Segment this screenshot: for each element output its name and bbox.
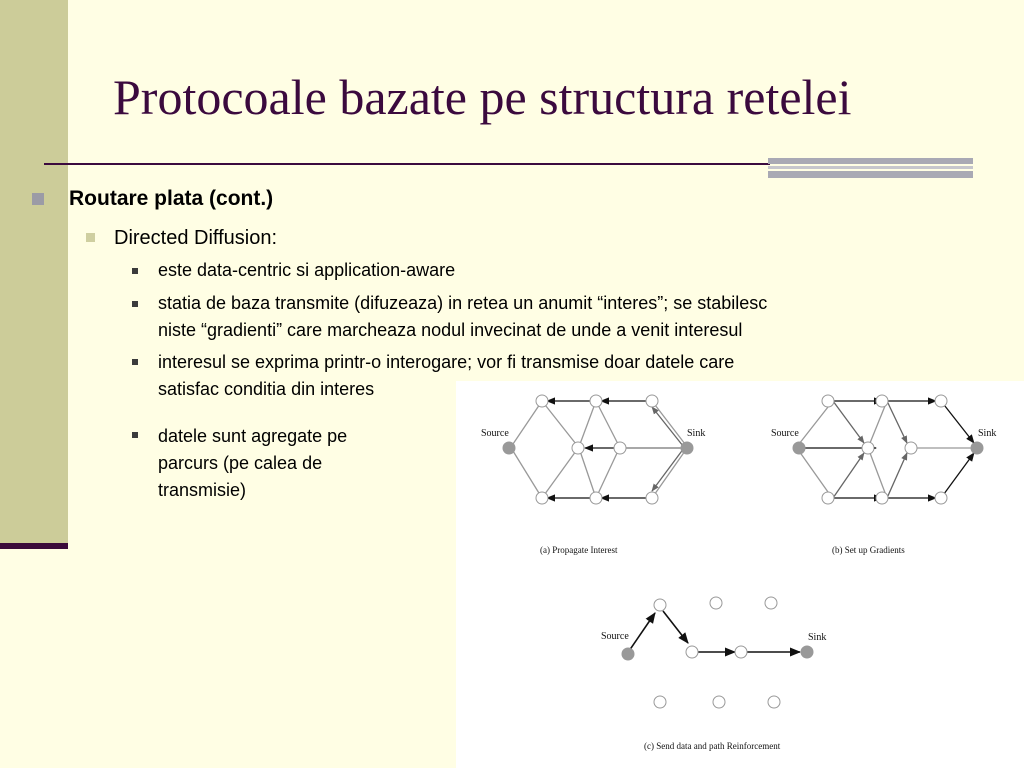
bullet-level3-item3-line2: satisfac conditia din interes <box>158 379 375 399</box>
panel-b-edges <box>799 401 974 498</box>
panel-c-sink-label: Sink <box>808 632 827 643</box>
bullet-square-icon <box>132 359 138 365</box>
decor-bar <box>768 158 973 164</box>
title-rule <box>44 163 770 165</box>
bullet-square-icon <box>32 193 44 205</box>
bullet-square-icon <box>132 432 138 438</box>
decor-bar <box>768 166 973 169</box>
bullet-square-icon <box>86 233 95 242</box>
panel-a-sink-label: Sink <box>687 428 706 439</box>
bullet-square-icon <box>132 301 138 307</box>
bullet-level3-item1: este data-centric si application-aware <box>158 260 456 280</box>
diagram-svg <box>456 381 1024 768</box>
bullet-square-icon <box>132 268 138 274</box>
panel-b-caption: (b) Set up Gradients <box>832 545 905 555</box>
bullet-level3-item3-line1: interesul se exprima printr-o interogare; vor fi transmise doar datele care <box>158 352 735 372</box>
side-bar <box>0 0 68 545</box>
bullet-level2: Directed Diffusion: <box>114 227 278 249</box>
bullet-level3-item2-line2: niste “gradienti” care marcheaza nodul invecinat de unde a venit interesul <box>158 320 743 340</box>
panel-a-source-label: Source <box>481 428 509 439</box>
bullet-level1: Routare plata (cont.) <box>69 187 274 210</box>
panel-b-source-label: Source <box>771 428 799 439</box>
decor-bar <box>768 171 973 178</box>
bullet-level3-item2-line1: statia de baza transmite (difuzeaza) in retea un anumit “interes”; se stabilesc <box>158 293 768 313</box>
directed-diffusion-figure <box>456 381 1024 768</box>
panel-a-edges <box>513 401 687 498</box>
panel-a-nodes <box>503 395 693 504</box>
panel-a-caption: (a) Propagate Interest <box>540 545 618 555</box>
slide-title: Protocoale bazate pe structura retelei <box>113 69 852 125</box>
panel-b-nodes <box>793 395 983 504</box>
bullet-level3-item4-line1: datele sunt agregate pe <box>158 426 348 446</box>
panel-c-edges <box>629 611 800 652</box>
bullet-level3-item4-line3: transmisie) <box>158 480 247 500</box>
panel-b-sink-label: Sink <box>978 428 997 439</box>
bullet-level3-item4-line2: parcurs (pe calea de <box>158 453 323 473</box>
side-bar-accent <box>0 543 68 549</box>
panel-c-source-label: Source <box>601 631 629 642</box>
panel-c-caption: (c) Send data and path Reinforcement <box>644 741 781 751</box>
